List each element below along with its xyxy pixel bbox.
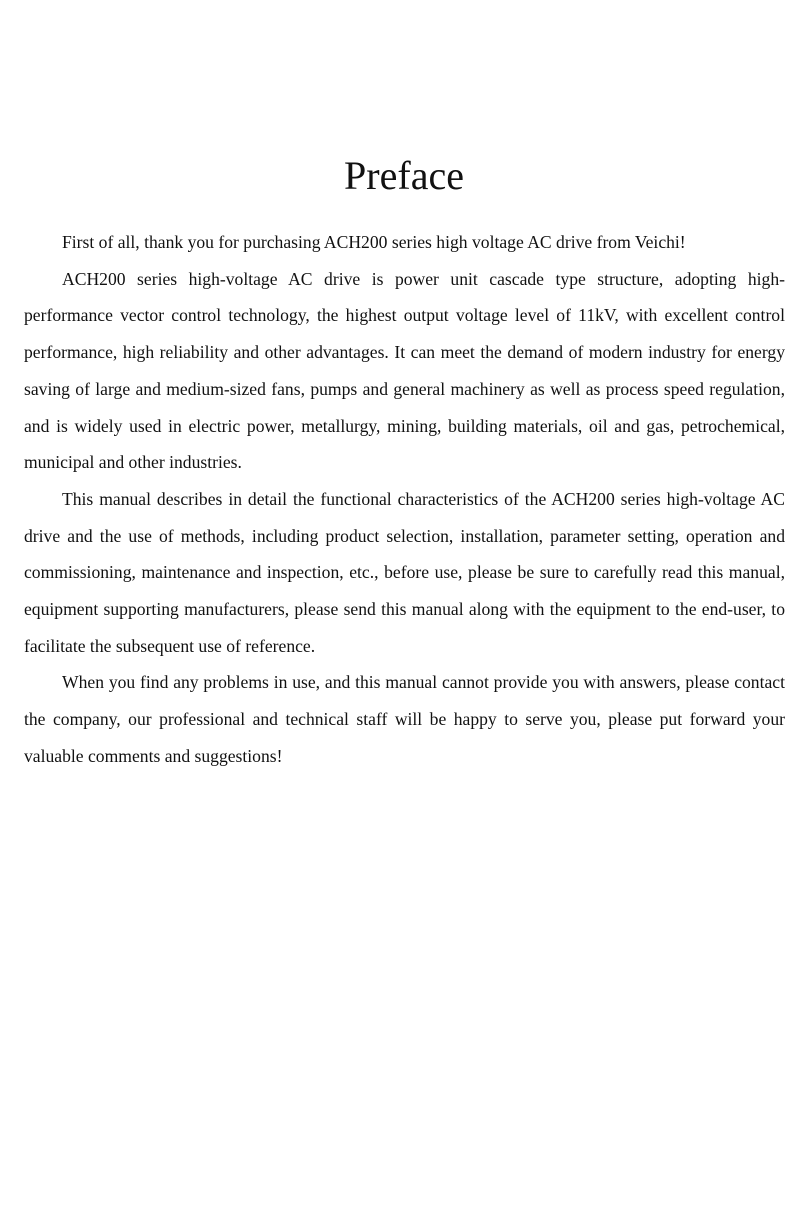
paragraph-thanks: First of all, thank you for purchasing ACH200 series high voltage AC drive from Veichi! [62, 232, 686, 252]
paragraph-contact: When you find any problems in use, and this manual cannot provide you with answers, please contact the company, our professional and technical staff will be happy to serve you, please put forward your valuable comments and suggestions! [24, 672, 785, 766]
paragraph-manual-description: This manual describes in detail the functional characteristics of the ACH200 series high-voltage AC drive and the use of methods, including product selection, installation, parameter setting, operation and commissioning, maintenance and inspection, etc., before use, please be sure to carefully read this manual, equipment supporting manufacturers, please send this manual along with the equipment to the end-user, to facilitate the subsequent use of reference. [24, 488, 785, 656]
paragraph-product-overview: ACH200 series high-voltage AC drive is power unit cascade type structure, adopting high-performance vector control technology, the highest output voltage level of 11kV, with excellent control performance, high reliability and other advantages. It can meet the demand of modern industry for energy saving of large and medium-sized fans, pumps and general machinery as well as process speed regulation, and is widely used in electric power, metallurgy, mining, building materials, oil and gas, petrochemical, municipal and other industries. [24, 268, 785, 473]
preface-body [24, 224, 785, 775]
page-title: Preface [344, 153, 464, 198]
